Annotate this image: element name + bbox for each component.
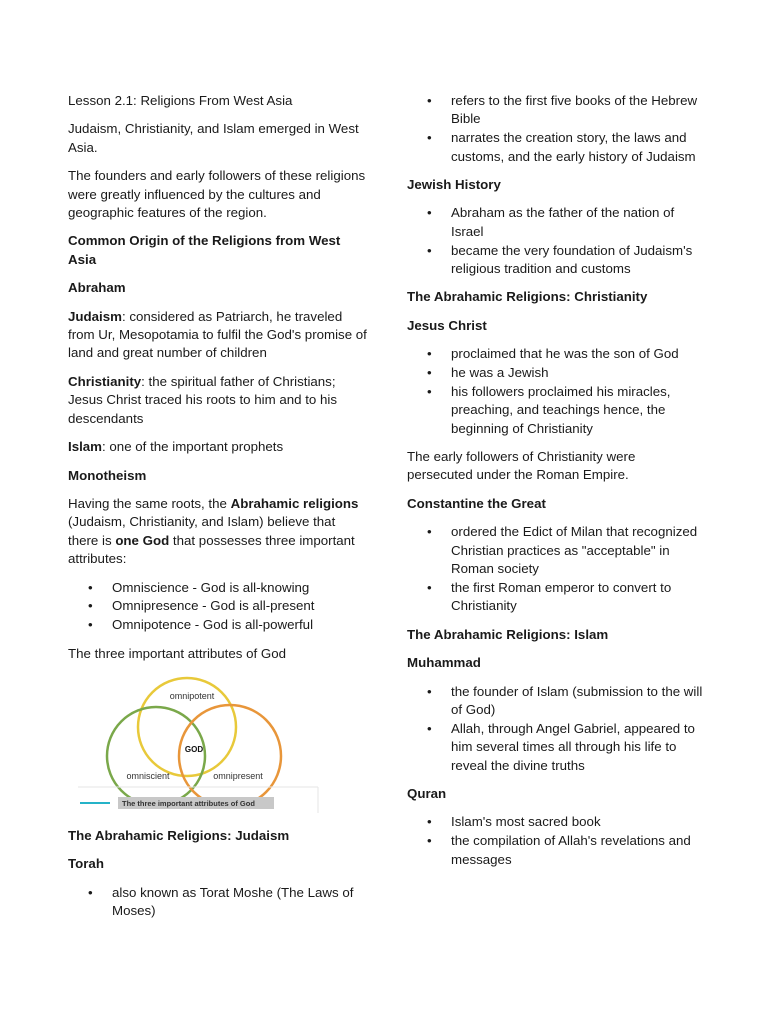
monotheism-heading: Monotheism [68, 467, 147, 483]
christianity-term: Christianity [68, 373, 142, 389]
torah-list-part1 [68, 884, 368, 921]
jesus-list [407, 345, 703, 438]
intro-paragraph-1: Judaism, Christianity, and Islam emerged in West Asia. [68, 121, 359, 155]
one-god-term: one God [115, 532, 170, 548]
islam-term: Islam [68, 439, 103, 455]
list-item: • the first Roman emperor to convert to Christianity [407, 579, 703, 616]
monotheism-text-2: (Judaism, Christianity, and Islam) believe that there is [68, 514, 336, 548]
list-item: • became the very foundation of Judaism's religious tradition and customs [407, 242, 703, 279]
abraham-islam-paragraph [68, 438, 368, 456]
monotheism-paragraph [68, 495, 368, 569]
list-item: • the compilation of Allah's revelations and messages [407, 832, 703, 869]
list-item: • the founder of Islam (submission to the will of God) [407, 683, 703, 720]
list-item: • proclaimed that he was the son of God [407, 345, 703, 363]
left-column [68, 92, 368, 931]
list-item: • also known as Torat Moshe (The Laws of Moses) [68, 884, 368, 921]
venn-circle-omniscient [107, 707, 205, 805]
christianity-text: : the spiritual father of Christians; Jesus Christ traced his roots to him and to his descendants [68, 373, 338, 426]
persecution-paragraph: The early followers of Christianity were persecuted under the Roman Empire. [407, 449, 636, 483]
abraham-christianity-paragraph [68, 373, 368, 428]
right-column [407, 92, 703, 879]
venn-label-omniscient: omniscient [126, 770, 170, 781]
constantine-heading: Constantine the Great [407, 495, 546, 511]
list-item: • narrates the creation story, the laws and customs, and the early history of Judaism [407, 129, 703, 166]
list-item: • Islam's most sacred book [407, 813, 703, 831]
monotheism-text-1: Having the same roots, the [68, 495, 231, 511]
christianity-heading: The Abrahamic Religions: Christianity [407, 289, 648, 305]
lesson-title: Lesson 2.1: Religions From West Asia [68, 93, 293, 108]
venn-caption: The three important attributes of God [122, 798, 255, 808]
list-item: • Omniscience - God is all-knowing [68, 579, 368, 597]
muhammad-list [407, 683, 703, 775]
abrahamic-religions-term: Abrahamic religions [230, 495, 359, 511]
quran-list [407, 813, 703, 869]
judaism-text: : considered as Patriarch, he traveled from Ur, Mesopotamia to fulfil the God's promise of land and great number of children [68, 308, 367, 361]
common-origin-heading: Common Origin of the Religions from West Asia [68, 233, 341, 267]
islam-text: : one of the important prophets [102, 439, 284, 455]
venn-circle-omnipresent [179, 705, 281, 807]
venn-label-god: GOD [184, 744, 204, 754]
venn-diagram [74, 673, 326, 815]
attributes-list [68, 579, 368, 635]
jewish-history-list [407, 204, 703, 278]
venn-svg [74, 673, 326, 815]
venn-label-omnipotent: omnipotent [169, 690, 215, 701]
muhammad-heading: Muhammad [407, 655, 481, 671]
jesus-christ-heading: Jesus Christ [407, 317, 487, 333]
list-item: • refers to the first five books of the Hebrew Bible [407, 92, 703, 129]
list-item: • Omnipotence - God is all-powerful [68, 616, 368, 634]
constantine-list [407, 523, 703, 615]
list-item: • Abraham as the father of the nation of Israel [407, 204, 703, 241]
list-item: • he was a Jewish [407, 364, 703, 382]
list-item: • his followers proclaimed his miracles, preaching, and teachings hence, the beginning of Christianity [407, 383, 703, 438]
list-item: • Allah, through Angel Gabriel, appeared to him several times all through his life to reveal the divine truths [407, 720, 703, 775]
intro-paragraph-2: The founders and early followers of these religions were greatly influenced by the cultures and geographic features of the region. [68, 168, 366, 221]
monotheism-text-3: that possesses three important attributes: [68, 532, 355, 567]
islam-heading: The Abrahamic Religions: Islam [407, 626, 609, 642]
abraham-heading: Abraham [68, 280, 126, 296]
list-item: • ordered the Edict of Milan that recognized Christian practices as "acceptable" in Roman society [407, 523, 703, 578]
judaism-term: Judaism [68, 308, 122, 324]
quran-heading: Quran [407, 785, 447, 801]
abraham-judaism-paragraph [68, 308, 368, 363]
list-item: • Omnipresence - God is all-present [68, 597, 368, 615]
torah-list-part2 [407, 92, 703, 166]
figure-intro: The three important attributes of God [68, 645, 287, 661]
jewish-history-heading: Jewish History [407, 177, 501, 193]
torah-heading: Torah [68, 856, 104, 872]
venn-label-omnipresent: omnipresent [213, 770, 263, 781]
judaism-heading: The Abrahamic Religions: Judaism [68, 827, 290, 843]
